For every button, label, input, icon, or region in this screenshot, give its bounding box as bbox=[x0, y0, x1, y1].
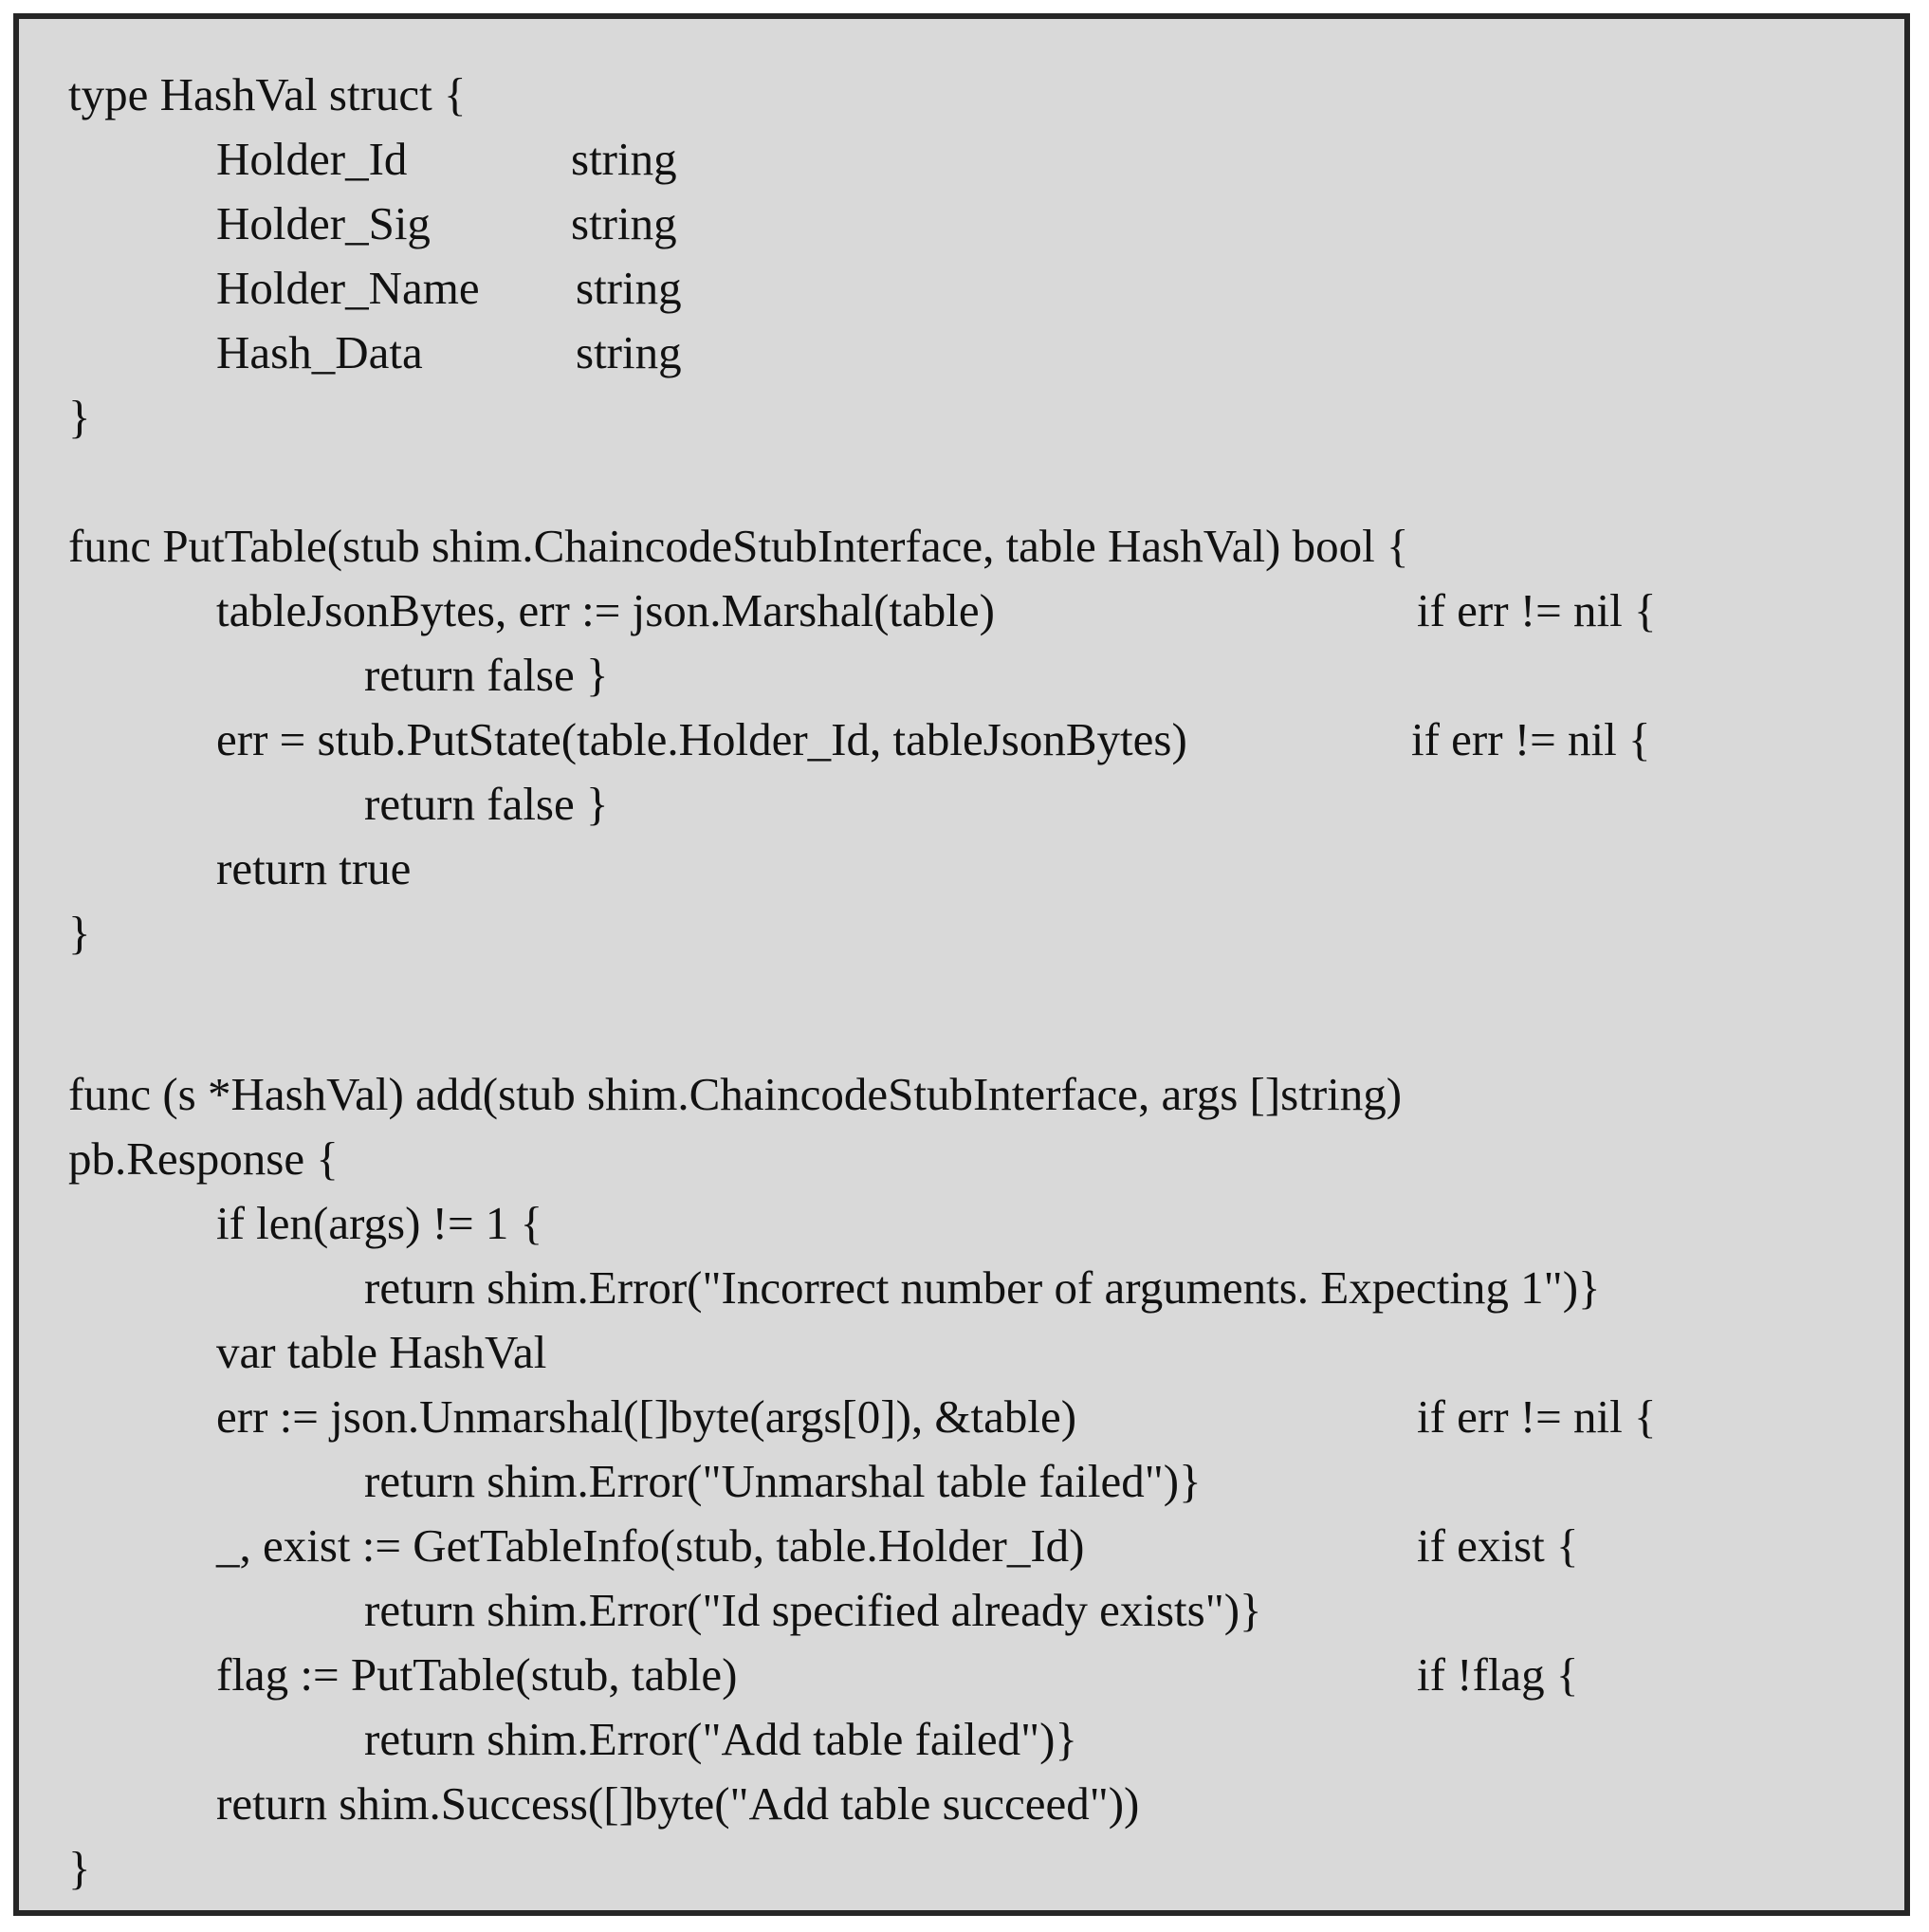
unmarshal-error-return: return shim.Error("Unmarshal table failed")} bbox=[364, 1455, 1202, 1507]
add-signature-line2: pb.Response { bbox=[68, 1132, 339, 1185]
struct-close-brace: } bbox=[68, 391, 91, 443]
code-listing-box bbox=[13, 13, 1910, 1916]
marshal-return-false: return false } bbox=[364, 649, 609, 701]
unmarshal-statement: err := json.Unmarshal([]byte(args[0]), &table) bbox=[216, 1390, 1077, 1443]
add-signature-line1: func (s *HashVal) add(stub shim.ChaincodeStubInterface, args []string) bbox=[68, 1068, 1403, 1120]
putstate-statement: err = stub.PutState(table.Holder_Id, tableJsonBytes) bbox=[216, 713, 1187, 765]
putstate-error-check: if err != nil { bbox=[1411, 713, 1651, 765]
exist-check: if exist { bbox=[1417, 1519, 1579, 1572]
struct-declaration: type HashVal struct { bbox=[68, 68, 467, 120]
flag-check: if !flag { bbox=[1417, 1648, 1579, 1701]
args-length-check: if len(args) != 1 { bbox=[216, 1197, 543, 1249]
marshal-error-check: if err != nil { bbox=[1417, 584, 1657, 636]
add-close-brace: } bbox=[68, 1842, 91, 1894]
exist-statement: _, exist := GetTableInfo(stub, table.Holder_Id) bbox=[216, 1519, 1085, 1572]
struct-field-name: Holder_Name bbox=[216, 262, 480, 314]
table-variable-declaration: var table HashVal bbox=[216, 1326, 547, 1378]
struct-field-type: string bbox=[571, 197, 677, 249]
struct-field-type: string bbox=[576, 262, 682, 314]
struct-field-name: Hash_Data bbox=[216, 326, 423, 378]
puttable-signature: func PutTable(stub shim.ChaincodeStubInterface, table HashVal) bool { bbox=[68, 520, 1409, 572]
struct-field-type: string bbox=[576, 326, 682, 378]
struct-field-name: Holder_Sig bbox=[216, 197, 431, 249]
puttable-close-brace: } bbox=[68, 907, 91, 959]
struct-field-name: Holder_Id bbox=[216, 133, 408, 185]
marshal-statement: tableJsonBytes, err := json.Marshal(table) bbox=[216, 584, 995, 636]
putstate-return-false: return false } bbox=[364, 778, 609, 830]
flag-statement: flag := PutTable(stub, table) bbox=[216, 1648, 738, 1701]
args-length-error: return shim.Error("Incorrect number of arguments. Expecting 1")} bbox=[364, 1261, 1601, 1314]
puttable-return-true: return true bbox=[216, 842, 412, 894]
exist-error-return: return shim.Error("Id specified already exists")} bbox=[364, 1584, 1262, 1636]
unmarshal-error-check: if err != nil { bbox=[1417, 1390, 1657, 1443]
success-return: return shim.Success([]byte("Add table succeed")) bbox=[216, 1777, 1140, 1830]
struct-field-type: string bbox=[571, 133, 677, 185]
flag-error-return: return shim.Error("Add table failed")} bbox=[364, 1713, 1077, 1765]
